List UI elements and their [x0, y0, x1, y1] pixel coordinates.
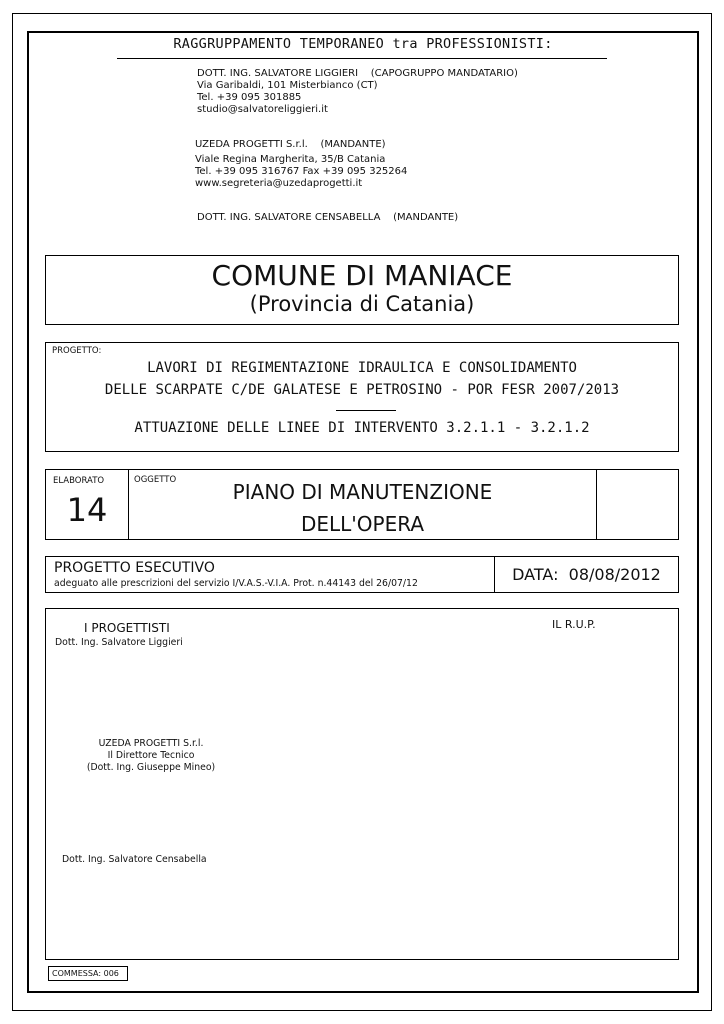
- header-divider: [117, 58, 607, 59]
- professional-name: DOTT. ING. SALVATORE LIGGIERI (CAPOGRUPPO MANDATARIO): [197, 68, 518, 79]
- uzeda-director: (Dott. Ing. Giuseppe Mineo): [86, 762, 216, 773]
- uzeda-name: UZEDA PROGETTI S.r.l.: [98, 738, 204, 749]
- oggetto-line-1: PIANO DI MANUTENZIONE: [232, 480, 493, 504]
- professional-website: www.segreteria@uzedaprogetti.it: [195, 178, 363, 189]
- elaborato-box: [45, 469, 679, 540]
- progettista-liggieri: Dott. Ing. Salvatore Liggieri: [55, 637, 183, 648]
- right-cell-divider: [596, 470, 597, 539]
- progettista-uzeda: [46, 738, 256, 774]
- oggetto-label: OGGETTO: [134, 475, 177, 485]
- progetto-line-1: LAVORI DI REGIMENTAZIONE IDRAULICA E CONSOLIDAMENTO: [147, 360, 577, 376]
- data-value: DATA: 08/08/2012: [512, 565, 661, 584]
- fase-note: adeguato alle prescrizioni del servizio I/V.A.S.-V.I.A. Prot. n.44143 del 26/07/12: [54, 578, 418, 589]
- progettisti-title: I PROGETTISTI: [84, 621, 170, 635]
- professional-address: Viale Regina Margherita, 35/B Catania: [195, 154, 386, 165]
- progetto-separator: [336, 410, 396, 411]
- progetto-line-3: ATTUAZIONE DELLE LINEE DI INTERVENTO 3.2.1.1 - 3.2.1.2: [134, 420, 590, 436]
- professional-phone: Tel. +39 095 316767 Fax +39 095 325264: [195, 166, 408, 177]
- rup-label: IL R.U.P.: [552, 618, 596, 631]
- header-title: RAGGRUPPAMENTO TEMPORANEO tra PROFESSIONISTI:: [173, 36, 553, 52]
- fase-box: [45, 556, 679, 593]
- commessa-box: COMMESSA: 006: [48, 966, 128, 981]
- professional-liggieri: [197, 68, 518, 116]
- fase-title: PROGETTO ESECUTIVO: [54, 560, 215, 576]
- progetto-line-2: DELLE SCARPATE C/DE GALATESE E PETROSINO - POR FESR 2007/2013: [104, 382, 620, 398]
- professional-uzeda: [195, 139, 407, 190]
- progetto-label: PROGETTO:: [52, 346, 102, 356]
- progettista-censabella: Dott. Ing. Salvatore Censabella: [62, 854, 207, 865]
- professional-email: studio@salvatoreliggieri.it: [197, 104, 328, 115]
- oggetto-line-2: DELL'OPERA: [300, 512, 425, 536]
- comune-subtitle: (Provincia di Catania): [249, 292, 475, 316]
- uzeda-role: Il Direttore Tecnico: [107, 750, 195, 761]
- comune-title: COMUNE DI MANIACE: [211, 259, 513, 292]
- professional-name: UZEDA PROGETTI S.r.l. (MANDANTE): [195, 139, 386, 150]
- professional-phone: Tel. +39 095 301885: [197, 92, 302, 103]
- progetto-box: [45, 342, 679, 452]
- professional-address: Via Garibaldi, 101 Misterbianco (CT): [197, 80, 378, 91]
- professional-censabella: DOTT. ING. SALVATORE CENSABELLA (MANDANTE): [197, 212, 459, 223]
- comune-box: [45, 255, 679, 325]
- elaborato-label: ELABORATO: [53, 476, 105, 486]
- firme-box: [45, 608, 679, 960]
- elaborato-number: 14: [66, 491, 108, 529]
